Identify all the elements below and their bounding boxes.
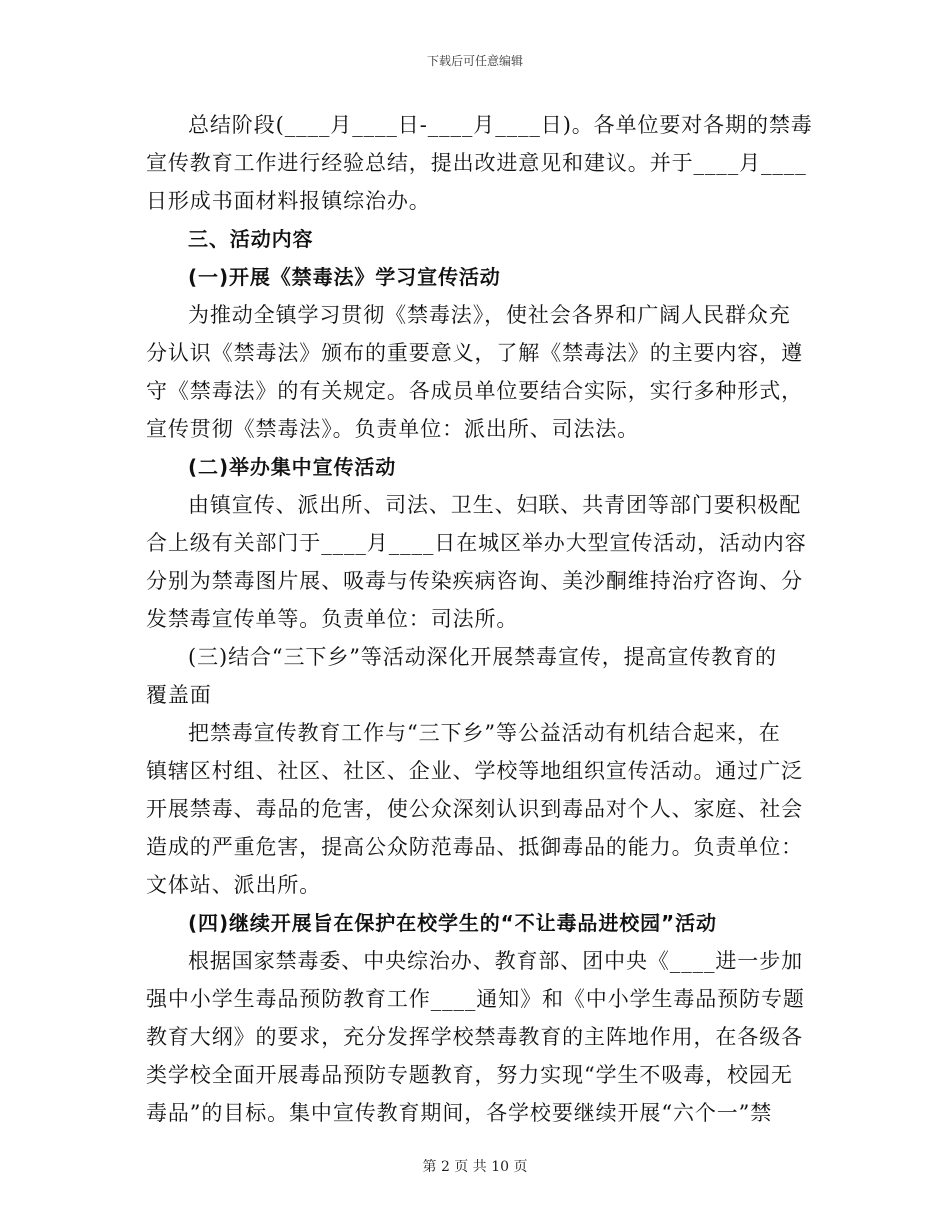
paragraph-line: 类学校全面开展毒品预防专题教育，努力实现“学生不吸毒，校园无 xyxy=(146,1063,793,1087)
paragraph-line: 强中小学生毒品预防教育工作____通知》和《中小学生毒品预防专题 xyxy=(146,987,805,1011)
paragraph-line: 开展禁毒、毒品的危害，使公众深刻认识到毒品对个人、家庭、社会 xyxy=(146,797,803,821)
document-body xyxy=(146,106,813,1132)
paragraph-line: 守《禁毒法》的有关规定。各成员单位要结合实际，实行多种形式， xyxy=(146,379,803,403)
section-heading: (二)举办集中宣传活动 xyxy=(188,455,397,479)
paragraph-line: 镇辖区村组、社区、社区、企业、学校等地组织宣传活动。通过广泛 xyxy=(146,759,803,783)
paragraph-line: (三)结合“三下乡”等活动深化开展禁毒宣传，提高宣传教育的 xyxy=(188,645,777,669)
paragraph-line: 分别为禁毒图片展、吸毒与传染疾病咨询、美沙酮维持治疗咨询、分 xyxy=(146,569,803,593)
paragraph-line: 合上级有关部门于____月____日在城区举办大型宣传活动，活动内容 xyxy=(146,531,807,555)
paragraph-line: 分认识《禁毒法》颁布的重要意义，了解《禁毒法》的主要内容，遵 xyxy=(146,341,803,365)
paragraph-line: 造成的严重危害，提高公众防范毒品、抵御毒品的能力。负责单位： xyxy=(146,835,803,859)
paragraph-line: 把禁毒宣传教育工作与“三下乡”等公益活动有机结合起来，在 xyxy=(188,721,781,745)
paragraph-line: 教育大纲》的要求，充分发挥学校禁毒教育的主阵地作用，在各级各 xyxy=(146,1025,803,1049)
section-heading: 三、活动内容 xyxy=(188,227,314,251)
paragraph-line: 发禁毒宣传单等。负责单位：司法所。 xyxy=(146,607,519,631)
paragraph-line: 根据国家禁毒委、中央综治办、教育部、团中央《____进一步加 xyxy=(188,949,803,973)
paragraph-line: 为推动全镇学习贯彻《禁毒法》，使社会各界和广阔人民群众充 xyxy=(188,303,791,327)
paragraph-line: 日形成书面材料报镇综治办。 xyxy=(146,189,431,213)
paragraph-line: 宣传教育工作进行经验总结，提出改进意见和建议。并于____月____ xyxy=(146,151,807,175)
paragraph-line: 覆盖面 xyxy=(146,683,212,707)
section-heading: (四)继续开展旨在保护在校学生的“不让毒品进校园”活动 xyxy=(188,911,717,935)
paragraph-line: 宣传贯彻《禁毒法》。负责单位：派出所、司法法。 xyxy=(146,417,640,441)
paragraph-line: 由镇宣传、派出所、司法、卫生、妇联、共青团等部门要积极配 xyxy=(188,493,802,517)
section-heading: (一)开展《禁毒法》学习宣传活动 xyxy=(188,265,501,289)
paragraph-line: 总结阶段(____月____日-____月____日)。各单位要对各期的禁毒 xyxy=(188,113,813,137)
paragraph-line: 文体站、派出所。 xyxy=(146,873,322,897)
page-number-footer: 第 2 页 共 10 页 xyxy=(422,1159,528,1175)
paragraph-line: 毒品”的目标。集中宣传教育期间，各学校要继续开展“六个一”禁 xyxy=(146,1101,773,1125)
page-header: 下载后可任意编辑 xyxy=(426,54,523,68)
